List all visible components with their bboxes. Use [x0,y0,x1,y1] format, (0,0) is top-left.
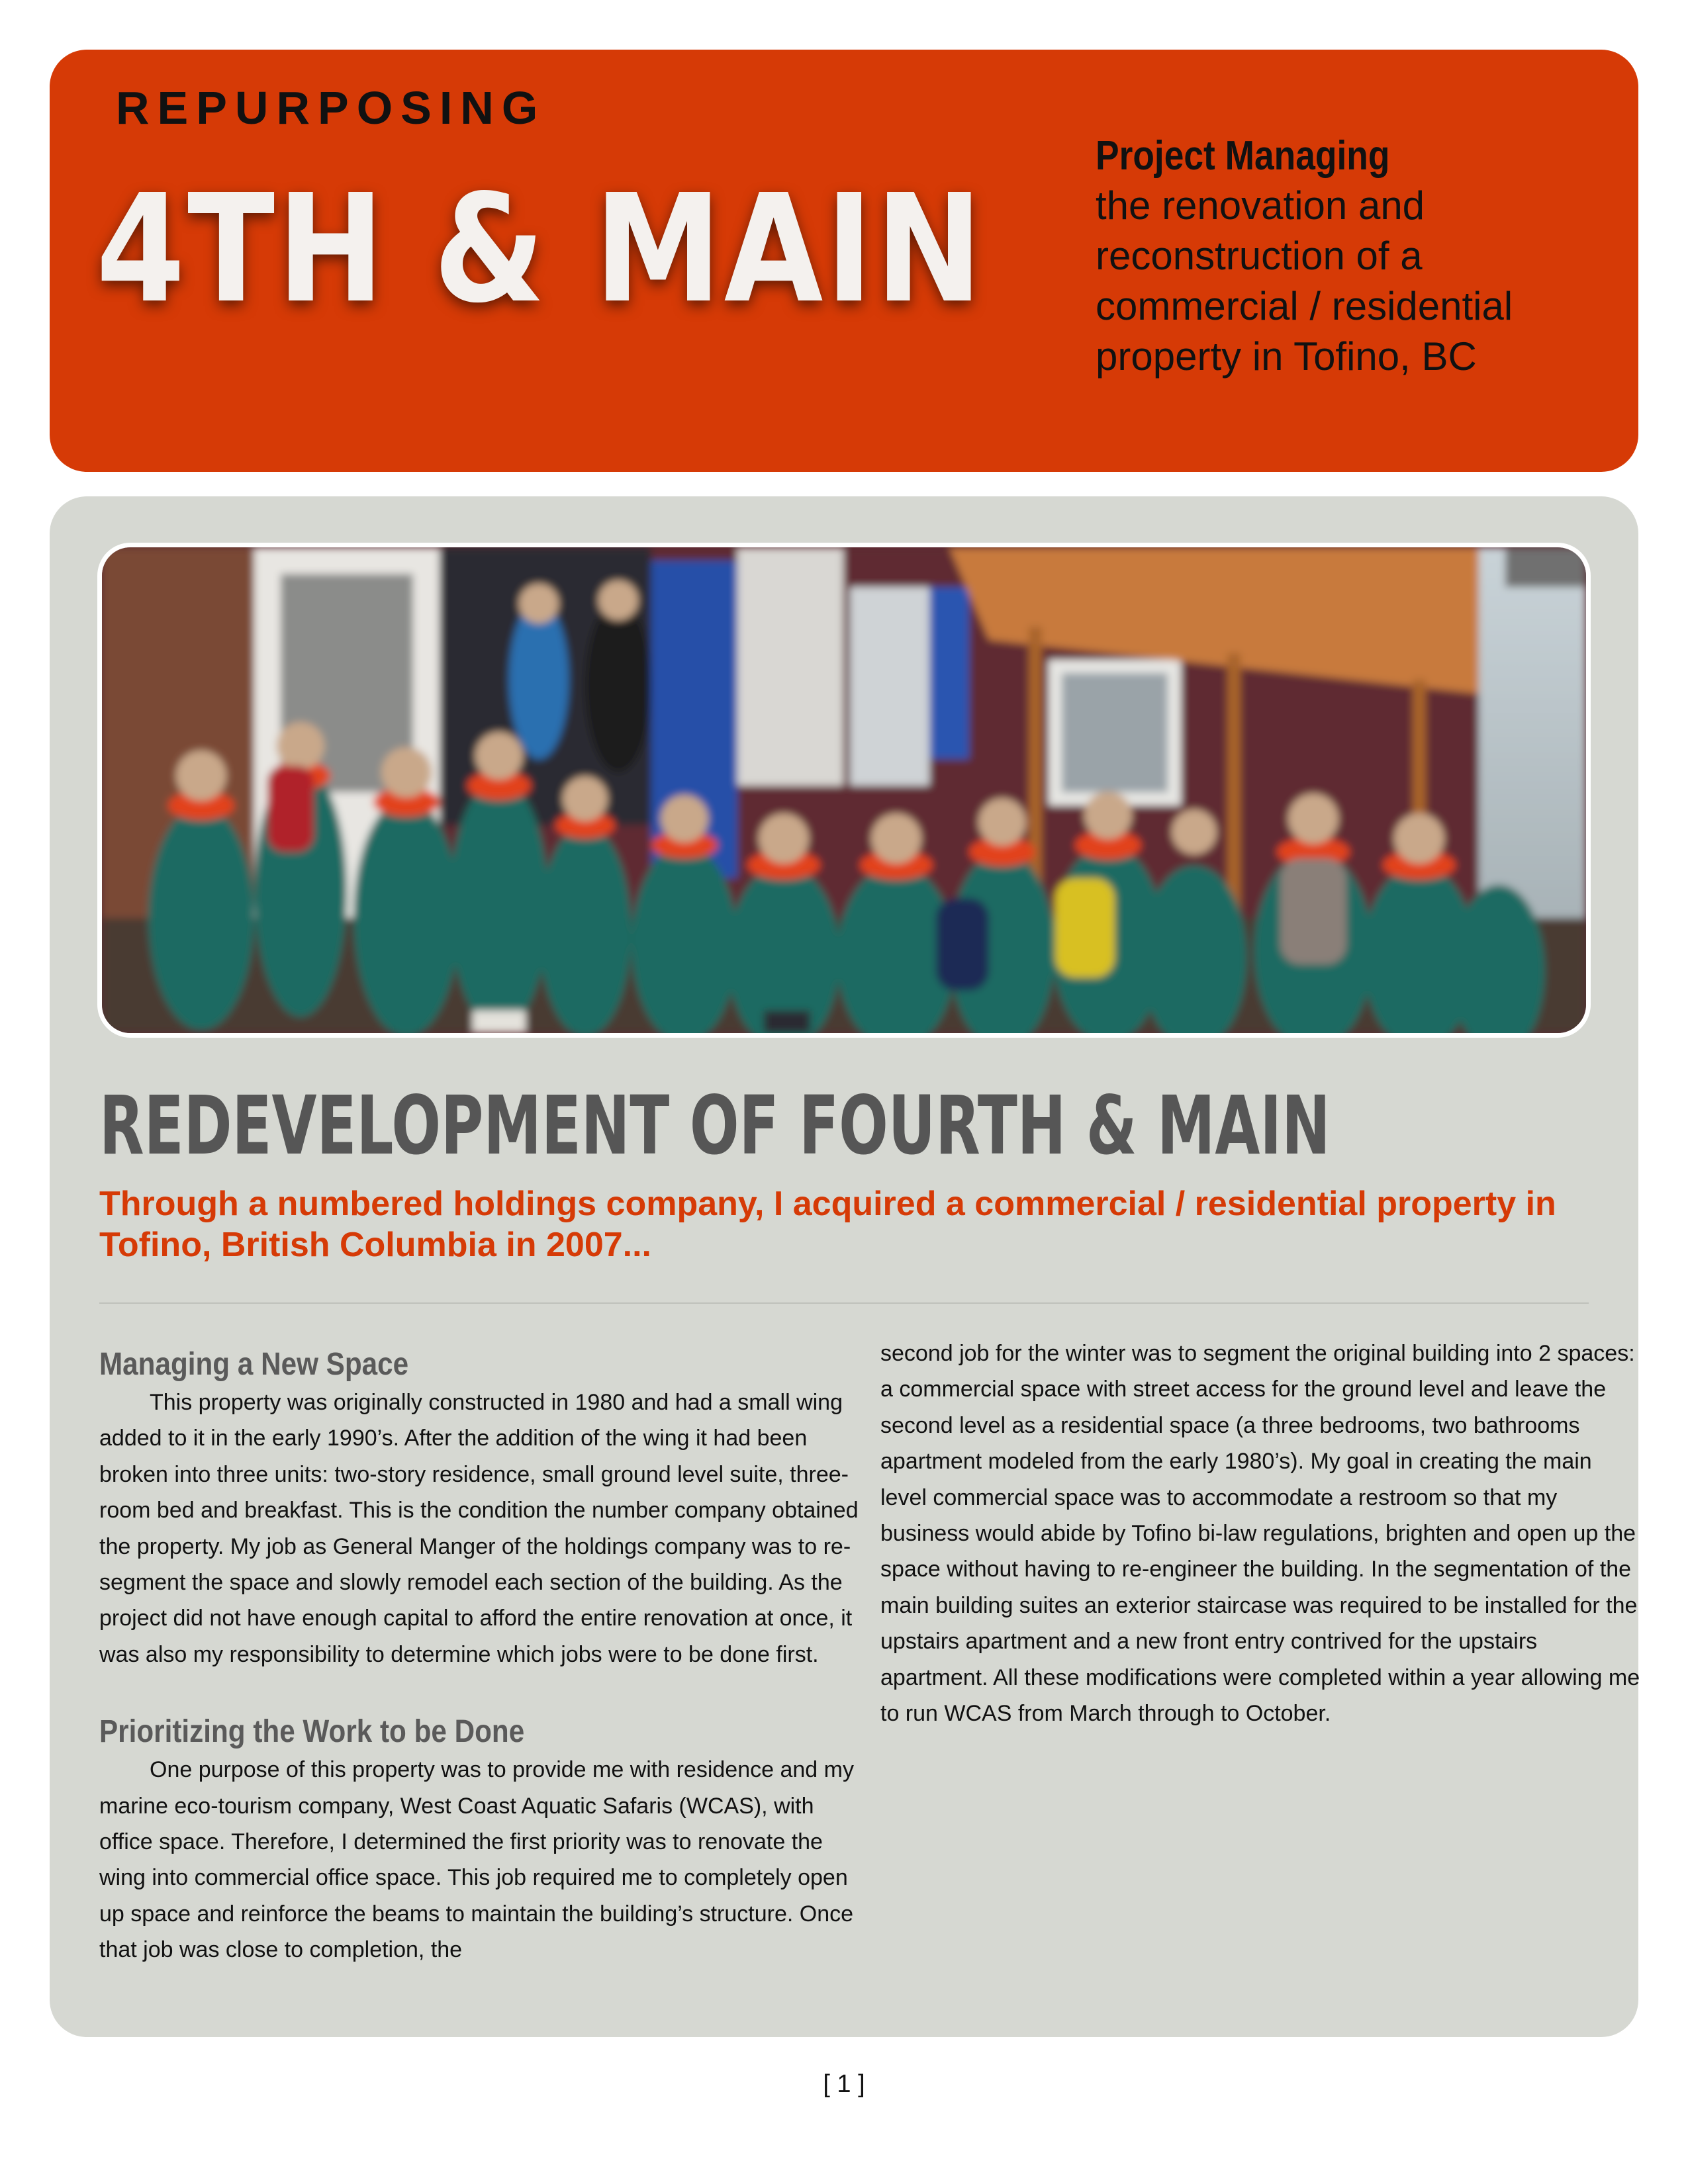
section-divider [99,1302,1589,1304]
tagline-body: the renovation and reconstruction of a commercial / residential property in Tofino, BC [1096,183,1513,379]
tagline-heading: Project Managing [1096,133,1390,179]
photo-illustration [102,547,1586,1033]
section-body-continued: second job for the winter was to segment the original building into 2 spaces: a commercial space with street access for the ground level and leave the second level as a residential space (a three bedrooms, two bathrooms apartment modeled from the early 1980’s). My goal in creating the main level commercial space was to accommodate a restroom so that my business would abide by Tofino bi-law regulations, brighten and open up the space without having to re-engineer the building. In the segmentation of the main building suites an exterior staircase was required to be installed for the upstairs apartment and a new front entry contrived for the upstairs apartment. All these modifications were completed within a year allowing me to run WCAS from March through to October. [880,1341,1640,1727]
section-heading-prioritizing: Prioritizing the Work to be Done [99,1714,525,1750]
header-tagline [1096,132,1625,382]
article-intro: Through a numbered holdings company, I acquired a commercial / residential property in Tofino, British Columbia in 2007... [99,1185,1556,1264]
header-title: 4TH & MAIN [96,163,985,336]
tour-group-photo [97,543,1591,1038]
section-body-prioritizing: One purpose of this property was to provide me with residence and my marine eco-tourism company, West Coast Aquatic Safaris (WCAS), with office space. Therefore, I determined the first priority was to renovate the wing into commercial office space. This job required me to completely open up space and reinforce the beams to maintain the building’s structure. Once that job was close to completion, the [99,1757,854,1963]
header-kicker: REPURPOSING [116,82,546,134]
page-number: [ 1 ] [823,2070,865,2098]
section-spacer [99,1672,861,1712]
article-headline: REDEVELOPMENT OF FOURTH & MAIN [99,1079,1331,1173]
section-body-managing: This property was originally constructed in 1980 and had a small wing added to it in the early 1990’s. After the addition of the wing it had been broken into three units: two-story residence, small ground level suite, three-room bed and breakfast. This is the condition the number company obtained the property. My job as General Manger of the holdings company was to re-segment the space and slowly remodel each section of the building. As the project did not have enough capital to afford the entire renovation at once, it was also my responsibility to determine which jobs were to be done first. [99,1390,859,1667]
header-banner [50,50,1638,472]
right-column [880,1336,1642,1731]
section-heading-managing: Managing a New Space [99,1347,409,1382]
left-column [99,1345,861,1968]
content-panel [50,496,1638,2037]
